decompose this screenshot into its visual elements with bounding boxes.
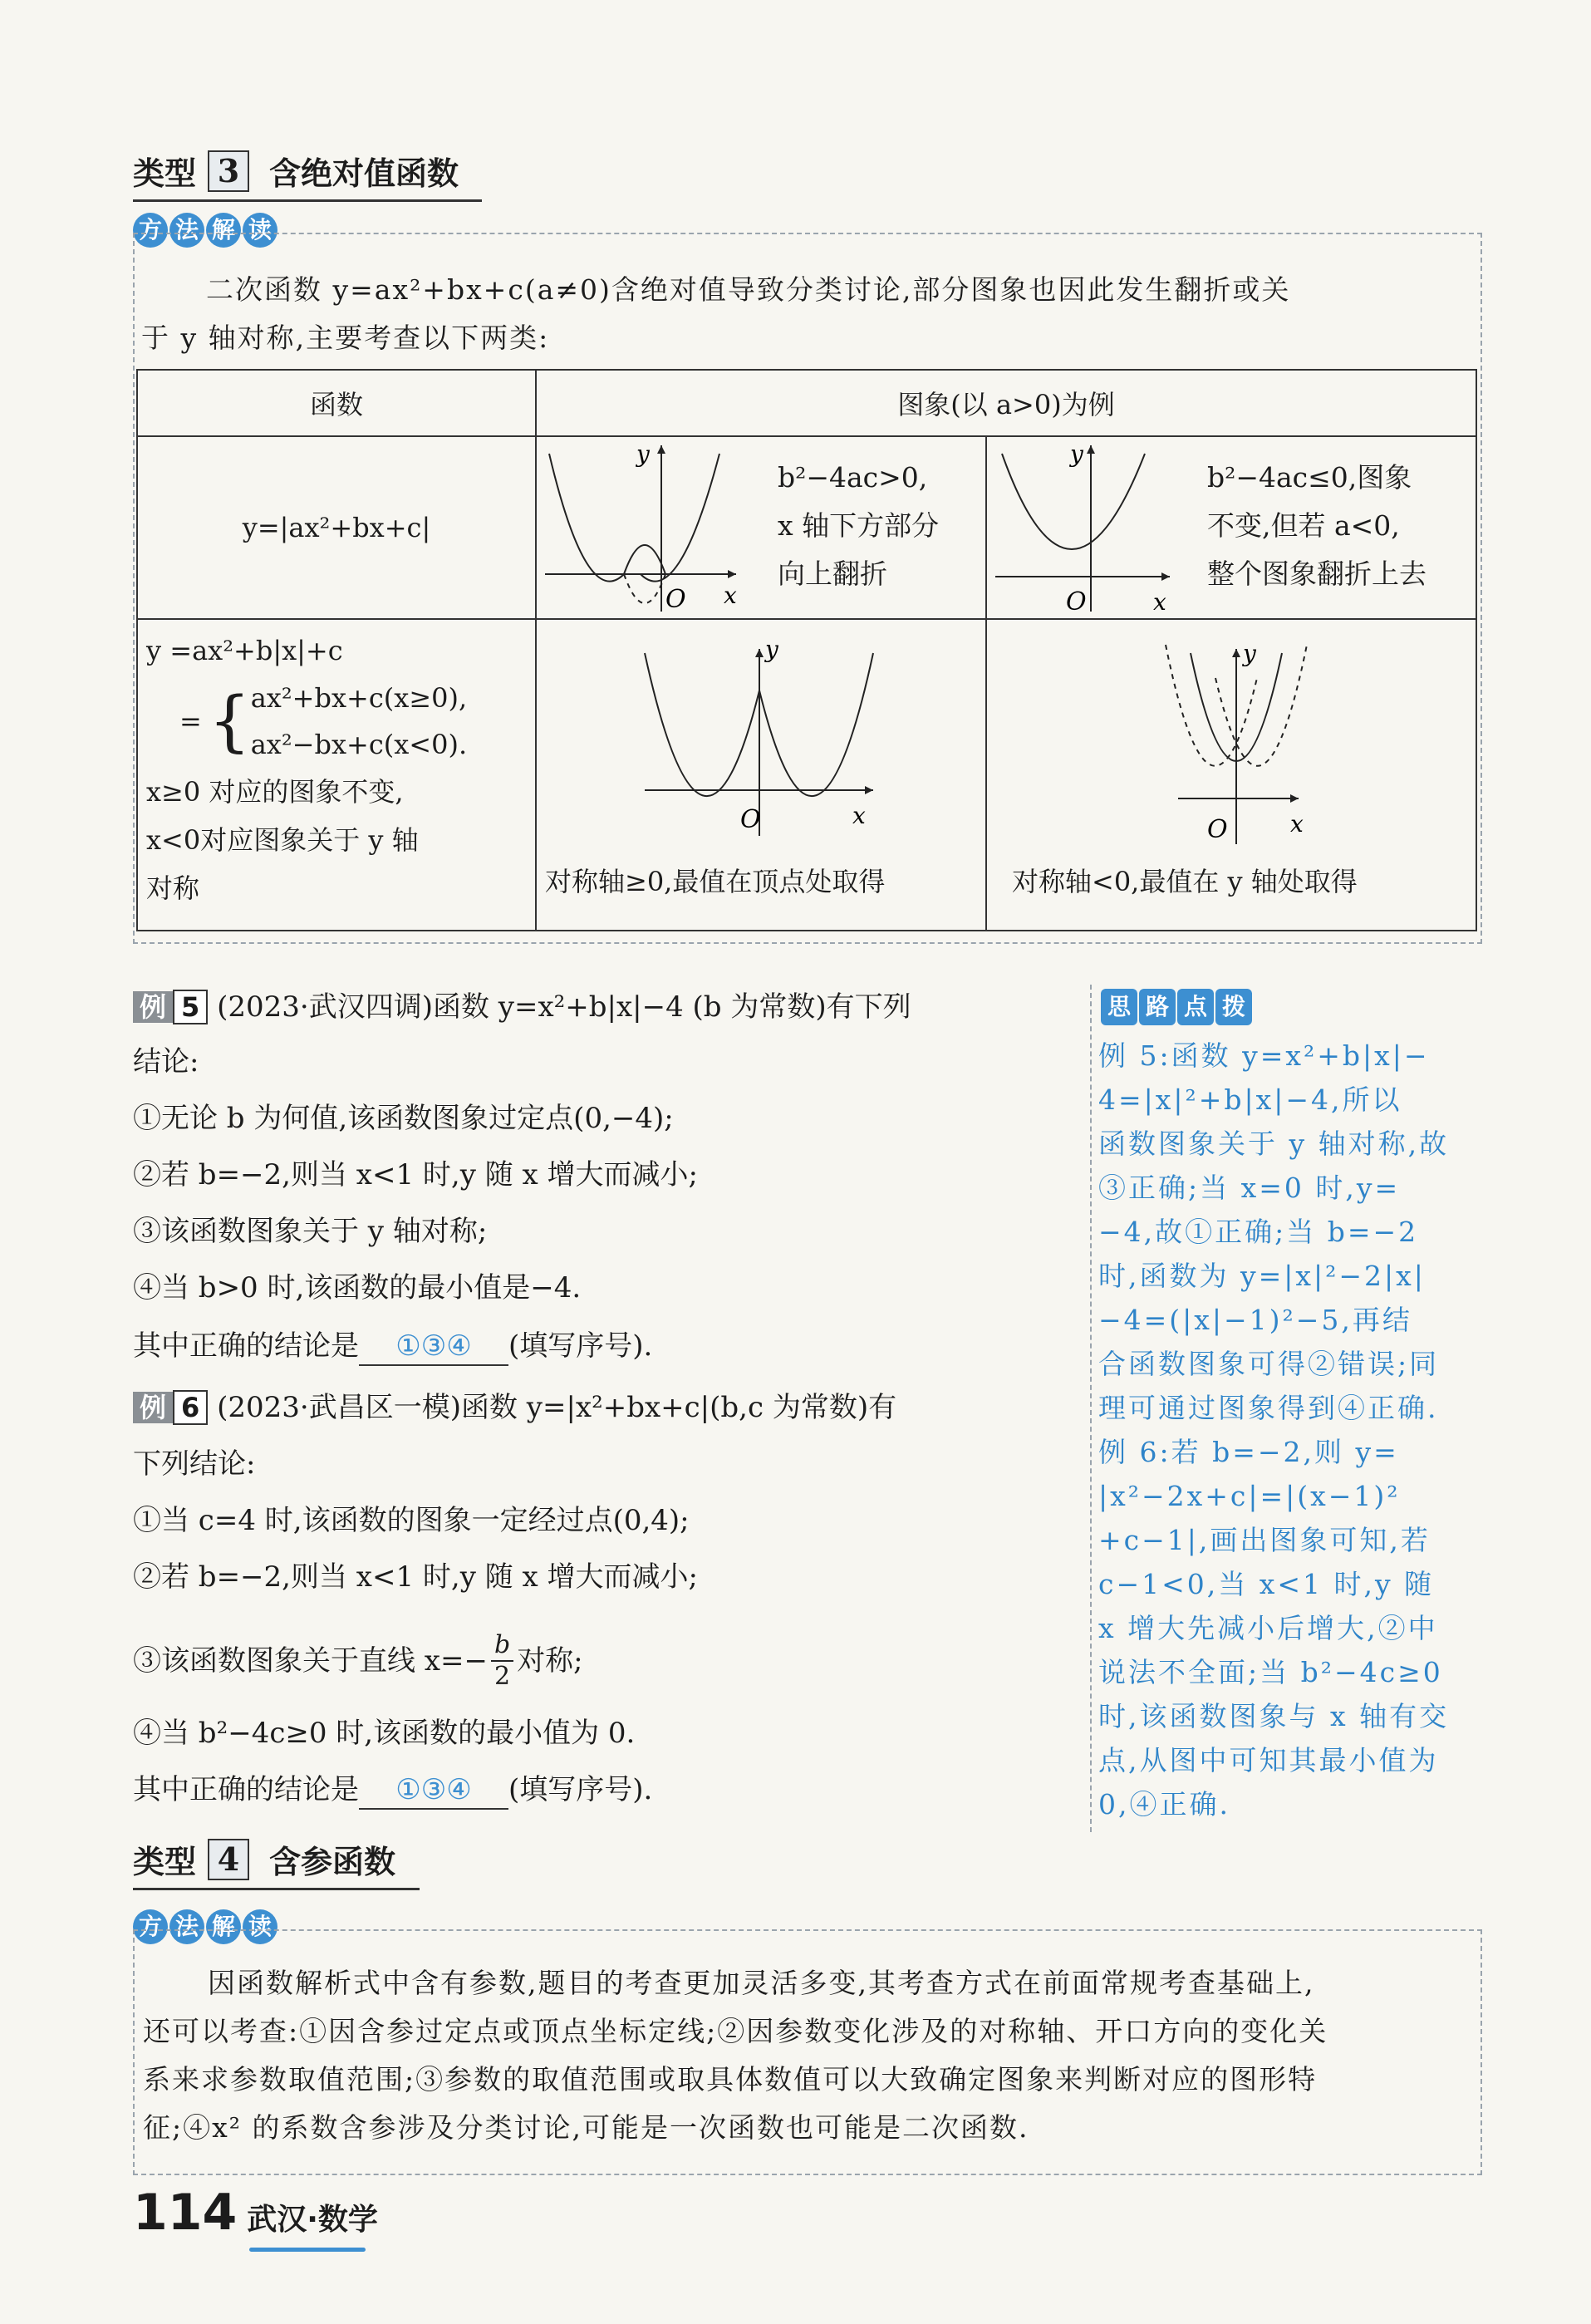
hint-line: +c−1|,画出图象可知,若	[1098, 1524, 1431, 1556]
ex5-item-3: ③该函数图象关于 y 轴对称;	[133, 1215, 488, 1248]
origin-label: O	[740, 805, 761, 834]
hint-char: 拨	[1215, 989, 1252, 1025]
x-axis-label: x	[1290, 810, 1304, 838]
desc-line: x 轴下方部分	[778, 509, 940, 542]
hint-line: |x²−2x+c|=|(x−1)²	[1098, 1480, 1401, 1512]
ex5-line1	[133, 989, 911, 1025]
ex6-item-4: ④当 b²−4c≥0 时,该函数的最小值为 0.	[133, 1717, 636, 1750]
hint-line: 例 6:若 b=−2,则 y=	[1098, 1436, 1399, 1468]
ans-post: (填写序号).	[508, 1329, 653, 1363]
origin-label: O	[1207, 815, 1228, 844]
case-line: ax²−bx+c(x<0).	[250, 729, 468, 760]
hint-line: 说法不全面;当 b²−4c≥0	[1098, 1656, 1443, 1688]
hint-text	[1098, 1034, 1489, 1826]
intro-text	[141, 266, 1471, 362]
section4-text	[143, 1959, 1472, 2152]
hint-char: 点	[1177, 989, 1214, 1025]
ex6-answer-line	[133, 1771, 652, 1810]
ex6-line1	[133, 1389, 896, 1426]
desc-line: 整个图象翻折上去	[1207, 558, 1426, 590]
desc-line: b²−4ac>0,	[778, 461, 928, 494]
y-axis-label: y	[636, 440, 650, 468]
ans-pre: 其中正确的结论是	[133, 1773, 359, 1806]
func-line: 对称	[146, 872, 200, 904]
ex6-item-3	[133, 1630, 583, 1692]
type-number: 3	[208, 150, 249, 192]
section4-header	[133, 1836, 395, 1882]
ex6-stem: (2023·武昌区一模)函数 y=|x²+bx+c|(b,c 为常数)有	[217, 1391, 897, 1424]
ex5-item-2: ②若 b=−2,则当 x<1 时,y 随 x 增大而减小;	[133, 1158, 698, 1191]
ans-pre: 其中正确的结论是	[133, 1329, 359, 1363]
footer-label: 武汉·数学	[247, 2203, 378, 2237]
row1-graph-cell-1	[536, 436, 986, 619]
ex5-stem: (2023·武汉四调)函数 y=x²+b|x|−4 (b 为常数)有下列	[217, 990, 911, 1024]
ex6-item-2: ②若 b=−2,则当 x<1 时,y 随 x 增大而减小;	[133, 1560, 698, 1594]
type-number: 4	[208, 1839, 249, 1880]
y-axis-label: y	[765, 636, 778, 663]
hint-line: 函数图象关于 y 轴对称,故	[1098, 1128, 1450, 1160]
row1-function: y=|ax²+bx+c|	[137, 436, 536, 619]
intro-line: 于 y 轴对称,主要考查以下两类:	[141, 322, 550, 354]
piecewise-cases	[251, 675, 467, 768]
type-label: 类型	[133, 155, 197, 192]
intro-line: 二次函数 y=ax²+bx+c(a≠0)含绝对值导致分类讨论,部分图象也因此发生翻折或关	[206, 273, 1291, 306]
row1-graph-cell-2	[986, 436, 1476, 619]
section-title: 含参函数	[269, 1844, 396, 1880]
hint-badge	[1101, 989, 1254, 1025]
func-line: y =ax²+b|x|+c	[146, 635, 343, 666]
hint-char: 路	[1139, 989, 1176, 1025]
graph-sym-right	[537, 620, 984, 861]
row1-desc-1	[778, 454, 939, 598]
section3-header	[133, 148, 459, 194]
hint-line: 点,从图中可知其最小值为	[1098, 1744, 1439, 1776]
row2-caption-1: 对称轴≥0,最值在顶点处取得	[545, 866, 886, 897]
ex6-answer-blank: ①③④	[359, 1771, 508, 1810]
type-label: 类型	[133, 1844, 197, 1880]
row2-graph-cell-1	[536, 619, 986, 931]
hint-line: −4,故①正确;当 b=−2	[1098, 1216, 1419, 1248]
hint-line: 例 5:函数 y=x²+b|x|−	[1098, 1039, 1430, 1072]
hint-line: 时,函数为 y=|x|²−2|x|	[1098, 1260, 1426, 1292]
ex5-tag: 例 5	[133, 989, 208, 1025]
y-axis-label: y	[1070, 440, 1083, 468]
graph-sym-left	[987, 620, 1477, 861]
hint-line: c−1<0,当 x<1 时,y 随	[1098, 1568, 1435, 1600]
method-char: 方	[133, 1909, 168, 1944]
ex6-tag: 例 6	[133, 1389, 208, 1426]
desc-line: 不变,但若 a<0,	[1207, 509, 1400, 542]
side-divider	[1090, 985, 1093, 1832]
x-axis-label: x	[1153, 588, 1166, 616]
origin-label: O	[665, 585, 686, 614]
method-char: 解	[206, 213, 241, 248]
x-axis-label: x	[724, 582, 737, 609]
method-char: 解	[206, 1909, 241, 1944]
ex5-item-4: ④当 b>0 时,该函数的最小值是−4.	[133, 1271, 582, 1304]
function-table	[136, 369, 1477, 931]
desc-line: 向上翻折	[778, 558, 887, 590]
row2-caption-2: 对称轴<0,最值在 y 轴处取得	[1012, 866, 1358, 897]
hint-line: 0,④正确.	[1098, 1788, 1230, 1820]
method-char: 读	[243, 1909, 277, 1944]
hint-line: ③正确;当 x=0 时,y=	[1098, 1172, 1401, 1204]
ex5-line2: 结论:	[133, 1045, 199, 1078]
origin-label: O	[1066, 587, 1087, 617]
brace: {	[208, 682, 251, 759]
hint-line: 合函数图象可得②错误;同	[1098, 1348, 1440, 1380]
method-char: 方	[133, 213, 168, 248]
item3-pre: ③该函数图象关于直线 x=−	[133, 1644, 488, 1678]
section-title: 含绝对值函数	[269, 155, 459, 192]
x-axis-label: x	[852, 802, 866, 829]
row1-desc-2	[1207, 454, 1426, 598]
frac-num: b	[491, 1630, 513, 1662]
frac-den: 2	[494, 1662, 511, 1691]
desc-line: b²−4ac≤0,图象	[1207, 461, 1412, 494]
ex6-item-1: ①当 c=4 时,该函数的图象一定经过点(0,4);	[133, 1504, 690, 1537]
func-line: x≥0 对应的图象不变,	[146, 776, 404, 808]
ex5-answer-line	[133, 1328, 652, 1366]
hint-line: 时,该函数图象与 x 轴有交	[1098, 1700, 1450, 1732]
hint-line: 理可通过图象得到④正确.	[1098, 1392, 1439, 1424]
hint-line: x 增大先减小后增大,②中	[1098, 1612, 1438, 1644]
ex6-line2: 下列结论:	[133, 1447, 256, 1481]
footer-accent	[249, 2248, 366, 2252]
section4-underline	[133, 1888, 420, 1890]
hint-line: 4=|x|²+b|x|−4,所以	[1098, 1083, 1402, 1116]
footer	[133, 2184, 378, 2242]
equals: =	[179, 705, 202, 737]
row2-graph-cell-2	[986, 619, 1476, 931]
s4-line: 还可以考查:①因含参过定点或顶点坐标定线;②因参数变化涉及的对称轴、开口方向的变化关	[143, 2015, 1328, 2047]
row2-function	[137, 619, 536, 931]
fraction	[491, 1630, 513, 1692]
ex5-answer-blank: ①③④	[359, 1328, 508, 1366]
y-axis-label: y	[1243, 640, 1256, 667]
header-graph: 图象(以 a>0)为例	[536, 370, 1476, 436]
s4-line: 因函数解析式中含有参数,题目的考查更加灵活多变,其考查方式在前面常规考查基础上,	[208, 1967, 1315, 1999]
header-function: 函数	[137, 370, 536, 436]
ex5-item-1: ①无论 b 为何值,该函数图象过定点(0,−4);	[133, 1102, 674, 1135]
method-char: 法	[169, 213, 204, 248]
method-char: 读	[243, 213, 277, 248]
ans-post: (填写序号).	[508, 1773, 653, 1806]
func-line: x<0对应图象关于 y 轴	[146, 824, 419, 856]
page-number: 114	[133, 2184, 238, 2242]
method-char: 法	[169, 1909, 204, 1944]
s4-line: 系来求参数取值范围;③参数的取值范围或取具体数值可以大致确定图象来判断对应的图形特	[143, 2063, 1318, 2096]
case-line: ax²+bx+c(x≥0),	[250, 682, 468, 714]
piecewise	[146, 675, 527, 768]
item3-post: 对称;	[517, 1644, 583, 1678]
hint-char: 思	[1101, 989, 1137, 1025]
hint-line: −4=(|x|−1)²−5,再结	[1098, 1304, 1412, 1336]
section3-underline	[133, 199, 482, 202]
s4-line: 征;④x² 的系数含参涉及分类讨论,可能是一次函数也可能是二次函数.	[143, 2111, 1029, 2144]
